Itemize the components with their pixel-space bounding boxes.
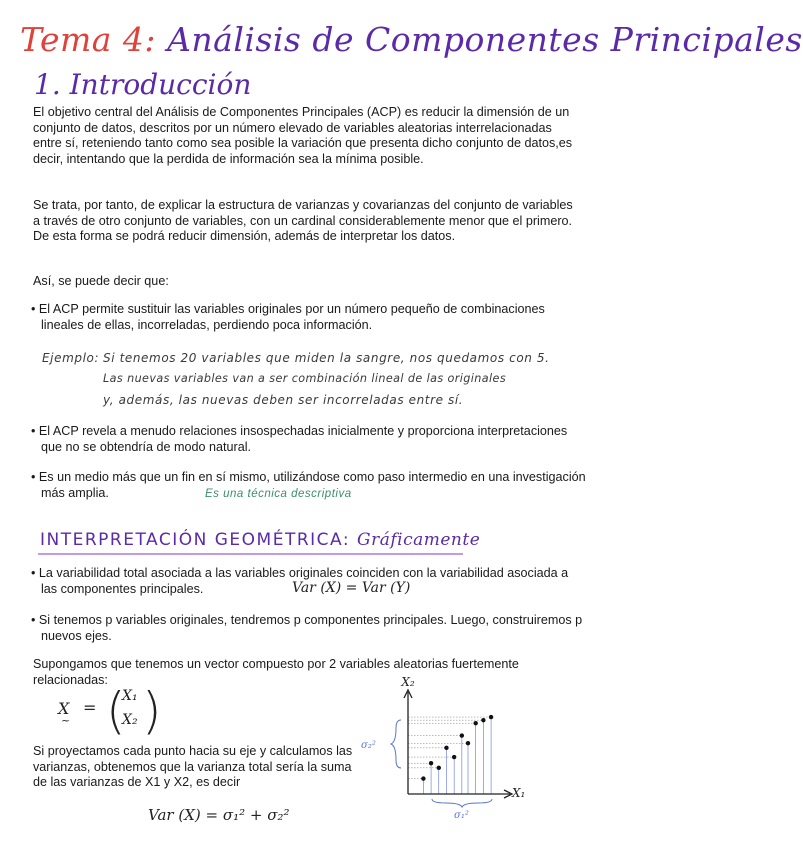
- x-variance-label: σ₁²: [454, 810, 469, 821]
- y-variance-brace: [391, 720, 401, 768]
- bullet-acp-substitute: • El ACP permite sustituir las variables originales por un número pequeño de combinaciones lineales de ellas, incorreladas, perdiendo poca información.: [31, 302, 545, 332]
- formula-total-variance: Var (X) = σ₁² + σ₂²: [148, 806, 290, 824]
- paragraph-suppose: Supongamos que tenemos un vector compuesto por 2 variables aleatorias fuertemente relacionadas:: [33, 657, 519, 687]
- paragraph-objective: El objetivo central del Análisis de Componentes Principales (ACP) es reducir la dimensión de un conjunto de datos, descritos por un número elevado de variables aleatorias interrelacionadas entre sí, reteniendo tanto como sea posible la variación que presenta dicho conjunto de datos,es decir, intentando que la perdida de información sea la mínima posible.: [33, 105, 573, 166]
- vector-tilde-icon: ~: [61, 714, 71, 727]
- section-title-geometric: [40, 530, 480, 550]
- example-label: Ejemplo:: [42, 351, 100, 365]
- vector-right-paren-icon: ): [142, 682, 162, 740]
- section-underline: [38, 553, 463, 555]
- scatter-point-3: [444, 746, 448, 750]
- scatter-point-9: [489, 715, 493, 719]
- x-axis-label: X₁: [512, 786, 526, 800]
- page-title: [20, 20, 803, 59]
- section-title-introduction: 1. Introducción: [34, 68, 252, 101]
- bullet-acp-reveals: • El ACP revela a menudo relaciones insospechadas inicialmente y proporciona interpretaciones que no se obtendría de modo natural.: [31, 424, 568, 454]
- scatter-point-8: [481, 718, 485, 722]
- bullet-acp-means: • Es un medio más que un fin en sí mismo, utilizándose como paso intermedio en una investigación más amplia.: [31, 470, 586, 500]
- bullet-p-variables: • Si tenemos p variables originales, tendremos p componentes principales. Luego, construiremos p nuevos ejes.: [31, 613, 583, 643]
- scatter-point-1: [429, 761, 433, 765]
- vector-left-paren-icon: (: [106, 682, 126, 740]
- example-line-1: Si tenemos 20 variables que miden la sangre, nos quedamos con 5.: [103, 351, 550, 365]
- vector-component-2: X₂: [122, 712, 138, 728]
- scatter-chart: [360, 672, 540, 822]
- section-title-cursive: Gráficamente: [357, 530, 481, 550]
- vector-lhs: X: [58, 699, 70, 718]
- title-topic: Tema 4:: [20, 20, 157, 59]
- scatter-point-4: [452, 755, 456, 759]
- section-title-caps: INTERPRETACIÓN GEOMÉTRICA:: [40, 530, 351, 550]
- scatter-point-5: [460, 733, 464, 737]
- example-line-2: Las nuevas variables van a ser combinación lineal de las originales: [103, 372, 507, 385]
- vector-equals: =: [83, 698, 97, 717]
- scatter-point-2: [437, 766, 441, 770]
- scatter-point-7: [473, 721, 477, 725]
- y-axis-label: X₂: [401, 675, 415, 689]
- note-descriptive-technique: Es una técnica descriptiva: [205, 488, 352, 500]
- paragraph-structure: Se trata, por tanto, de explicar la estructura de varianzas y covarianzas del conjunto de variables a través de otro conjunto de variables, con un cardinal considerablemente menor que el primero. De esta forma se podrá reducir dimensión, además de interpretar los datos.: [33, 198, 573, 243]
- scatter-point-6: [466, 741, 470, 745]
- vector-definition: [58, 682, 168, 740]
- example-line-3: y, además, las nuevas deben ser incorreladas entre sí.: [103, 393, 464, 407]
- formula-var-equality: Var (X) = Var (Y): [292, 580, 411, 596]
- paragraph-lead: Así, se puede decir que:: [33, 274, 169, 288]
- y-variance-label: σ₂²: [361, 740, 376, 751]
- x-variance-brace: [432, 799, 492, 807]
- bullet-total-variability: • La variabilidad total asociada a las variables originales coinciden con la variabilidad asociada a las componentes principales.: [31, 566, 569, 596]
- paragraph-projection: Si proyectamos cada punto hacia su eje y calculamos las varianzas, obtenemos que la varianza total sería la suma de las varianzas de X1 y X2, es decir: [33, 744, 353, 789]
- title-subject: Análisis de Componentes Principales: [167, 20, 803, 59]
- vector-component-1: X₁: [122, 688, 138, 704]
- scatter-point-0: [421, 776, 425, 780]
